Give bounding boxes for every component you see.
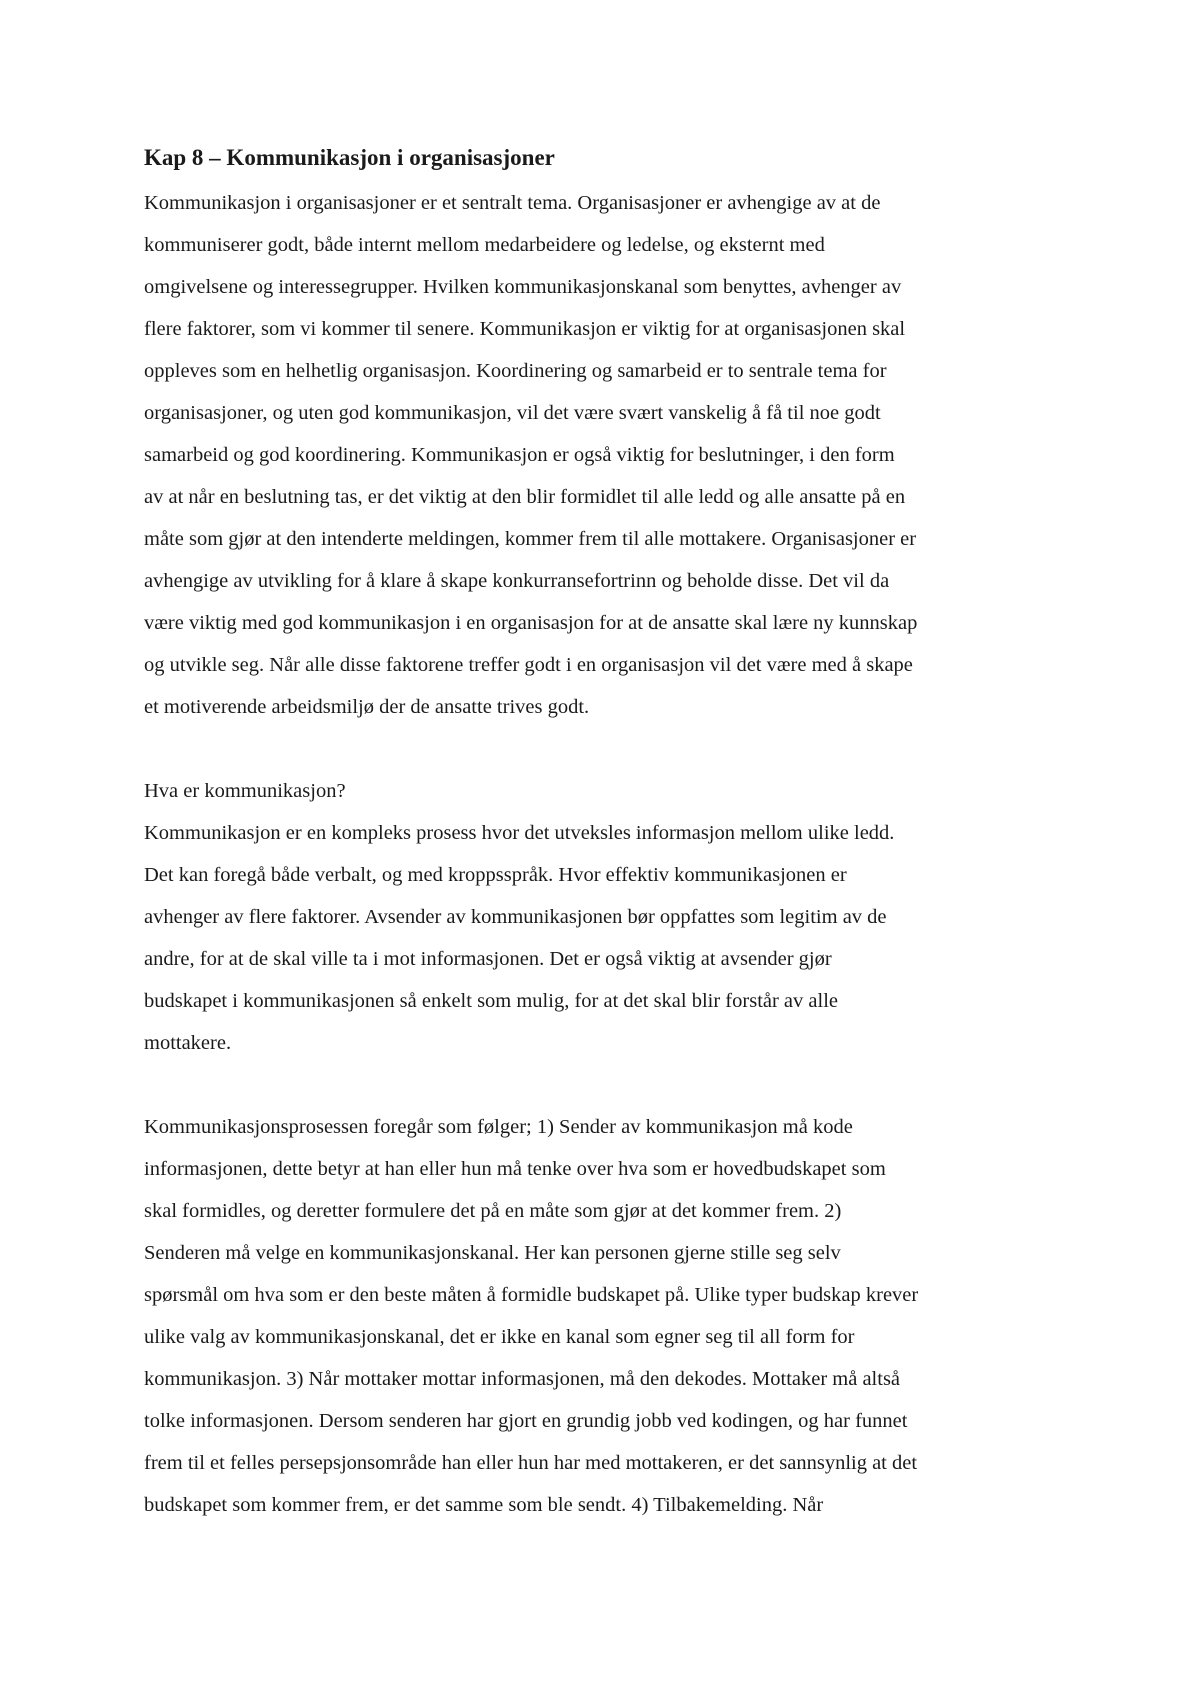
- text-line: ulike valg av kommunikasjonskanal, det er ikke en kanal som egner seg til all form for: [144, 1326, 855, 1348]
- text-line: måte som gjør at den intenderte meldingen, kommer frem til alle mottakere. Organisasjoner er: [144, 528, 917, 550]
- text-line: frem til et felles persepsjonsområde han eller hun har med mottakeren, er det sannsynlig at det: [144, 1452, 918, 1474]
- text-line: Senderen må velge en kommunikasjonskanal. Her kan personen gjerne stille seg selv: [144, 1242, 841, 1264]
- paragraph-gap: [144, 1064, 1074, 1106]
- text-line: kommuniserer godt, både internt mellom medarbeidere og ledelse, og eksternt med: [144, 234, 825, 256]
- text-line: andre, for at de skal ville ta i mot informasjonen. Det er også viktig at avsender gjør: [144, 948, 832, 970]
- text-line: skal formidles, og deretter formulere det på en måte som gjør at det kommer frem. 2): [144, 1200, 842, 1222]
- text-line: og utvikle seg. Når alle disse faktorene treffer godt i en organisasjon vil det være med å skape: [144, 654, 913, 676]
- text-line: flere faktorer, som vi kommer til senere. Kommunikasjon er viktig for at organisasjonen skal: [144, 318, 906, 340]
- text-line: informasjonen, dette betyr at han eller hun må tenke over hva som er hovedbudskapet som: [144, 1158, 886, 1180]
- text-line: tolke informasjonen. Dersom senderen har gjort en grundig jobb ved kodingen, og har funnet: [144, 1410, 908, 1432]
- text-line: et motiverende arbeidsmiljø der de ansatte trives godt.: [144, 696, 590, 718]
- text-line: Kommunikasjonsprosessen foregår som følger; 1) Sender av kommunikasjon må kode: [144, 1116, 853, 1138]
- text-line: Kommunikasjon er en kompleks prosess hvor det utveksles informasjon mellom ulike ledd.: [144, 822, 895, 844]
- text-line: avhengige av utvikling for å klare å skape konkurransefortrinn og beholde disse. Det vil da: [144, 570, 890, 592]
- text-line: være viktig med god kommunikasjon i en organisasjon for at de ansatte skal lære ny kunnskap: [144, 612, 918, 634]
- document-title: Kap 8 – Kommunikasjon i organisasjoner: [144, 145, 555, 170]
- paragraph-process: [144, 1106, 1074, 1526]
- text-line: mottakere.: [144, 1032, 232, 1054]
- text-line: spørsmål om hva som er den beste måten å formidle budskapet på. Ulike typer budskap krever: [144, 1284, 919, 1306]
- text-line: Kommunikasjon i organisasjoner er et sentralt tema. Organisasjoner er avhengige av at de: [144, 192, 881, 214]
- paragraph-intro: [144, 182, 1074, 728]
- text-line: avhenger av flere faktorer. Avsender av kommunikasjonen bør oppfattes som legitim av de: [144, 906, 887, 928]
- document-page: [144, 140, 1074, 1526]
- text-line: oppleves som en helhetlig organisasjon. Koordinering og samarbeid er to sentrale tema for: [144, 360, 887, 382]
- paragraph-gap: [144, 728, 1074, 770]
- text-line: budskapet som kommer frem, er det samme som ble sendt. 4) Tilbakemelding. Når: [144, 1494, 824, 1516]
- text-line: av at når en beslutning tas, er det viktig at den blir formidlet til alle ledd og alle ansatte på en: [144, 486, 906, 508]
- text-line: Det kan foregå både verbalt, og med kroppsspråk. Hvor effektiv kommunikasjonen er: [144, 864, 847, 886]
- text-line: omgivelsene og interessegrupper. Hvilken kommunikasjonskanal som benyttes, avhenger av: [144, 276, 902, 298]
- section-what-is-communication: [144, 770, 1074, 1064]
- text-line: organisasjoner, og uten god kommunikasjon, vil det være svært vanskelig å få til noe godt: [144, 402, 881, 424]
- text-line: kommunikasjon. 3) Når mottaker mottar informasjonen, må den dekodes. Mottaker må altså: [144, 1368, 901, 1390]
- section-subheading: Hva er kommunikasjon?: [144, 780, 346, 802]
- text-line: samarbeid og god koordinering. Kommunikasjon er også viktig for beslutninger, i den form: [144, 444, 895, 466]
- text-line: budskapet i kommunikasjonen så enkelt som mulig, for at det skal blir forstår av alle: [144, 990, 838, 1012]
